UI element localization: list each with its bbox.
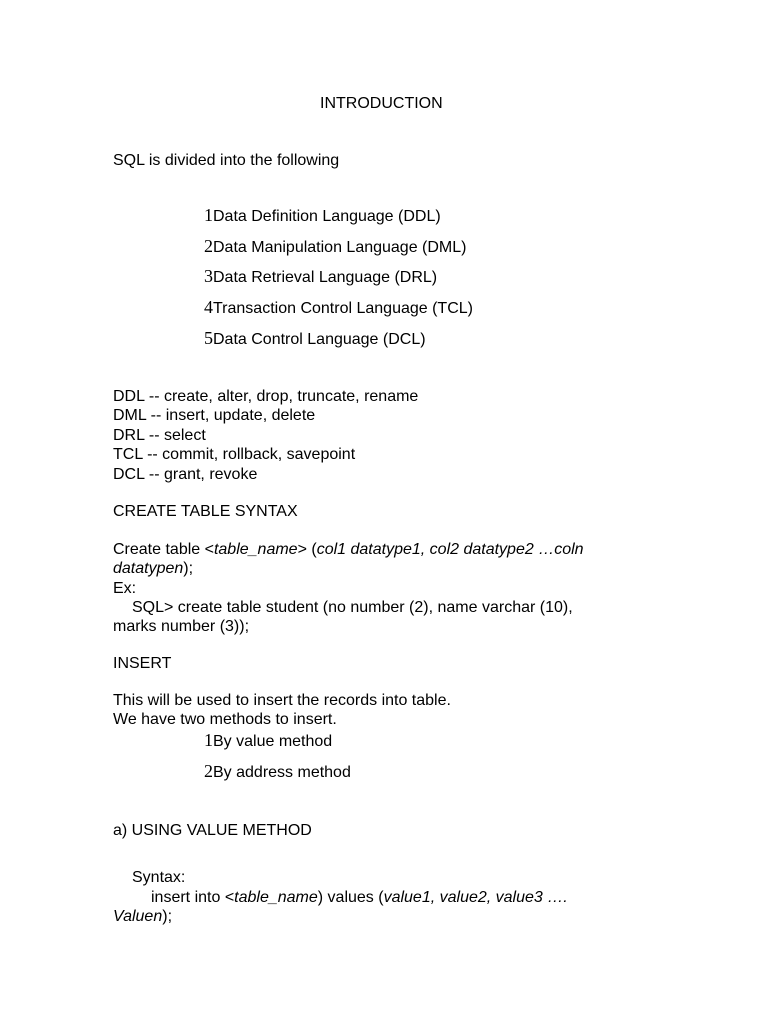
category-item (204, 267, 437, 287)
command-line: DDL -- create, alter, drop, truncate, rename (113, 388, 419, 405)
value-method-heading: a) USING VALUE METHOD (113, 822, 312, 839)
command-line: DML -- insert, update, delete (113, 407, 316, 424)
syntax-text: ) values ( (317, 889, 384, 906)
category-item (204, 298, 473, 318)
command-line: TCL -- commit, rollback, savepoint (113, 446, 356, 463)
syntax-table-name: table_name (234, 889, 318, 906)
method-number: 1 (204, 730, 213, 750)
syntax-label: Syntax: (132, 869, 186, 886)
category-label: Transaction Control Language (TCL) (213, 300, 473, 317)
category-label: Data Control Language (DCL) (213, 331, 426, 348)
syntax-text: ); (162, 908, 173, 925)
syntax-table-name: table_name (213, 541, 298, 558)
syntax-text: > ( (297, 541, 317, 558)
insert-syntax-line1 (151, 888, 568, 907)
syntax-valuen: Valuen (113, 908, 163, 925)
syntax-values: value1, value2, value3 …. (383, 889, 568, 906)
syntax-text: insert into < (151, 889, 235, 906)
syntax-text: ); (183, 560, 194, 577)
category-label: Data Manipulation Language (DML) (213, 239, 467, 256)
example-line: SQL> create table student (no number (2), name varchar (10), (132, 599, 573, 616)
insert-description: This will be used to insert the records into table. (113, 692, 451, 709)
intro-text: SQL is divided into the following (113, 152, 340, 169)
syntax-text: Create table < (113, 541, 214, 558)
command-line: DCL -- grant, revoke (113, 466, 258, 483)
category-label: Data Retrieval Language (DRL) (213, 269, 438, 286)
create-table-syntax-line1 (113, 540, 584, 559)
command-line: DRL -- select (113, 427, 206, 444)
category-item (204, 329, 426, 349)
category-label: Data Definition Language (DDL) (213, 208, 441, 225)
category-item (204, 237, 466, 257)
insert-description: We have two methods to insert. (113, 711, 337, 728)
method-item (204, 762, 351, 782)
example-line: marks number (3)); (113, 618, 250, 635)
category-number: 2 (204, 236, 213, 256)
category-number: 3 (204, 266, 213, 286)
example-label: Ex: (113, 580, 137, 597)
category-number: 4 (204, 297, 213, 317)
create-table-syntax-line2 (113, 559, 193, 578)
syntax-datatype: datatypen (113, 560, 184, 577)
method-label: By value method (213, 733, 333, 750)
category-number: 5 (204, 328, 213, 348)
method-label: By address method (213, 764, 351, 781)
method-item (204, 731, 332, 751)
insert-heading: INSERT (113, 655, 172, 672)
insert-syntax-line2 (113, 907, 172, 926)
syntax-columns: col1 datatype1, col2 datatype2 …coln (316, 541, 584, 558)
create-table-heading: CREATE TABLE SYNTAX (113, 503, 298, 520)
category-item (204, 206, 441, 226)
category-number: 1 (204, 205, 213, 225)
page-title: INTRODUCTION (320, 95, 443, 112)
method-number: 2 (204, 761, 213, 781)
